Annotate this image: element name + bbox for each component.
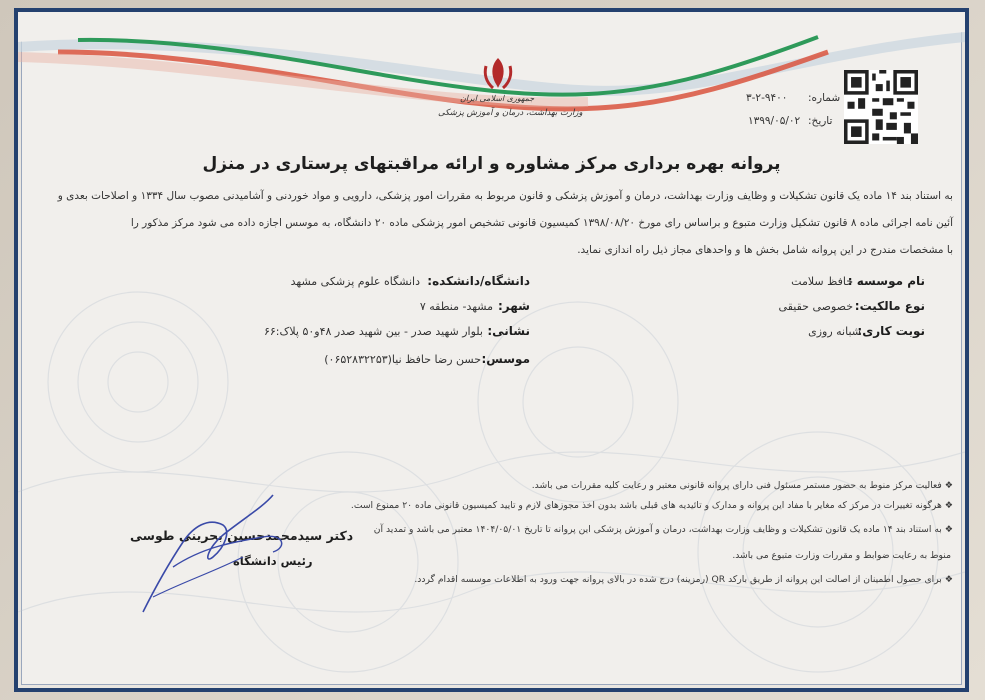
date-value: ۱۳۹۹/۰۵/۰۲ [748, 115, 801, 127]
signatory-role: رئیس دانشگاه [233, 554, 313, 568]
body-line-2: آئین نامه اجرائی ماده ۸ قانون تشکیل وزارت متبوع و براساس رای مورخ ۱۳۹۸/۰۸/۲۰ کمیسیون قانونی تشخیص امور پزشکی ماده ۲۰ دانشگاه، به موسس اجازه داده می شود مرکز مذکور را [130, 217, 953, 229]
university-value: دانشگاه علوم پزشکی مشهد [290, 275, 420, 288]
note-4: ❖ برای حصول اطمینان از اصالت این پروانه از طریق بارکد QR (رمزینه) درج شده در بالای پروانه جهت ورود به اطلاعات موسسه اقدام گردد. [414, 574, 953, 585]
founder-label: موسس: [481, 352, 530, 366]
number-value: ۳-۲-۹۴۰۰ [746, 92, 788, 104]
shift-value: شبانه روزی [808, 325, 861, 338]
body-line-3: با مشخصات مندرج در این پروانه شامل بخش ها و واحدهای مجاز ذیل راه اندازی نماید. [577, 244, 953, 256]
institution-label: نام موسسه : [847, 274, 925, 288]
note-1: ❖ فعالیت مرکز منوط به حضور مستمر مسئول فنی دارای پروانه قانونی معتبر و رعایت کلیه مقررات می باشد. [531, 480, 953, 491]
university-label: دانشگاه/دانشکده: [427, 274, 530, 288]
qr-code[interactable] [844, 70, 918, 144]
note-3: ❖ به استناد بند ۱۴ ماده یک قانون تشکیلات و وظایف وزارت بهداشت، درمان و آموزش پزشکی این پروانه تا تاریخ ۱۴۰۴/۰۵/۰۱ معتبر می باشد و تمدید آن [373, 524, 953, 535]
shift-label: نوبت کاری: [857, 324, 925, 338]
note-3-continued: منوط به رعایت ضوابط و مقررات وزارت متبوع می باشد. [732, 550, 951, 561]
address-value: بلوار شهید صدر - بین شهید صدر ۴۸و۵۰ پلاک:۶۶ [263, 325, 483, 338]
note-2: ❖ هرگونه تغییرات در مرکز که مغایر با مفاد این پروانه و مدارک و تائیدیه های قبلی باشد بدون اخذ مجوزهای لازم و تایید کمیسیون قانونی ماده ۲۰ ممنوع است. [350, 500, 953, 511]
address-label: نشانی: [487, 324, 530, 338]
number-label: شماره: [808, 92, 841, 104]
note-4-text: برای حصول اطمینان از اصالت این پروانه از طریق بارکد QR (رمزینه) درج شده در بالای پروانه جهت ورود به اطلاعات موسسه اقدام گردد. [414, 574, 942, 585]
license-document [14, 8, 969, 692]
emblem-line-2: وزارت بهداشت، درمان و آموزش پزشکی [438, 108, 583, 118]
iran-emblem-icon [478, 54, 518, 94]
note-1-text: فعالیت مرکز منوط به حضور مستمر مسئول فنی دارای پروانه قانونی معتبر و رعایت کلیه مقررات می باشد. [531, 480, 942, 491]
city-label: شهر: [498, 299, 530, 313]
note-3-text: به استناد بند ۱۴ ماده یک قانون تشکیلات و وظایف وزارت بهداشت، درمان و آموزش پزشکی این پروانه تا تاریخ ۱۴۰۴/۰۵/۰۱ معتبر می باشد و تمدید آن [373, 524, 942, 535]
emblem-line-1: جمهوری اسلامی ایران [460, 94, 535, 103]
date-label: تاریخ: [808, 115, 833, 127]
founder-value: حسن رضا حافظ نیا(۰۶۵۲۸۳۲۲۵۳) [324, 353, 481, 366]
note-2-text: هرگونه تغییرات در مرکز که مغایر با مفاد این پروانه و مدارک و تائیدیه های قبلی باشد بدون اخذ مجوزهای لازم و تایید کمیسیون قانونی ماده ۲۰ ممنوع است. [350, 500, 942, 511]
institution-value: حافظ سلامت [791, 275, 853, 288]
body-line-1: به استناد بند ۱۴ ماده یک قانون تشکیلات و وظایف وزارت بهداشت، درمان و آموزش پزشکی و قانون مربوط به مقررات امور پزشکی، دارویی و مواد خوردنی و آشامیدنی مصوب سال ۱۳۳۴ و اصلاحات بعدی و [57, 190, 953, 202]
ownership-label: نوع مالکیت: [854, 299, 925, 313]
ownership-value: خصوصی حقیقی [778, 300, 853, 313]
signatory-name: دکتر سیدمحمدحسین بحرینی طوسی [130, 528, 354, 543]
city-value: مشهد- منطقه ۷ [419, 300, 493, 313]
handwritten-signature [113, 487, 363, 627]
document-title: پروانه بهره برداری مرکز مشاوره و ارائه مراقبتهای پرستاری در منزل [202, 154, 781, 174]
